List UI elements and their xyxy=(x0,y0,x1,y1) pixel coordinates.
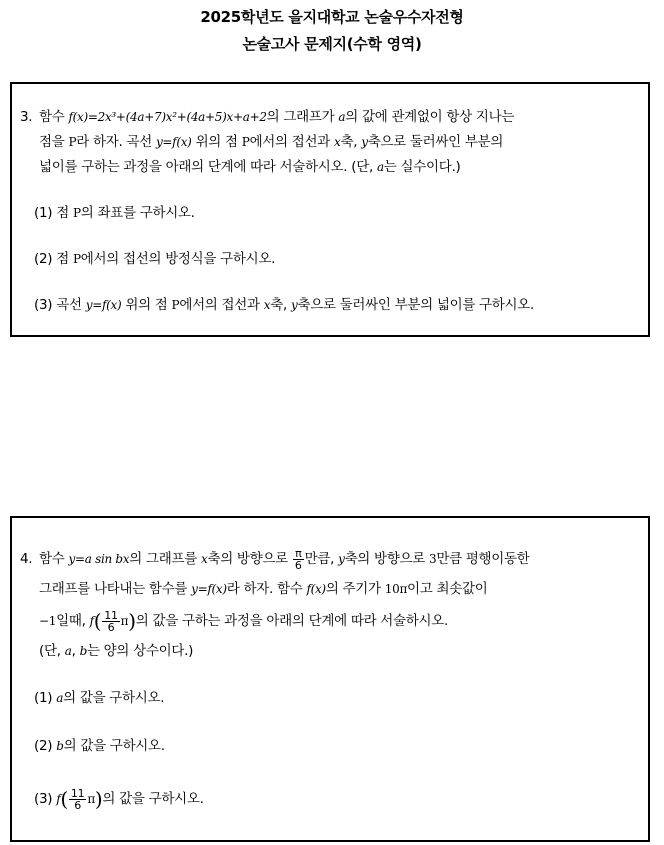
question-3-box xyxy=(10,82,650,337)
exam-header xyxy=(0,4,664,58)
question-3-stem: 3. 함수 f(x)=2x³+(4a+7)x²+(4a+5)x+a+2의 그래프가 a의 값에 관계없이 항상 지나는 점을 P라 하자. 곡선 y=f(x) 위의 점 P에서의 접선과 x축, y축으로 둘러싸인 부분의 넓이를 구하는 과정을 아래의 단계에 따라 서술하시오. (단, a는 실수이다.) xyxy=(20,105,644,180)
question-4-sub-1: (1) a의 값을 구하시오. xyxy=(34,690,165,706)
fraction-pi-over-6: $\frac{\pi}{6}$ xyxy=(294,546,302,572)
question-3-sub-3: (3) 곡선 y=f(x) 위의 점 P에서의 접선과 x축, y축으로 둘러싸인 부분의 넓이를 구하시오. xyxy=(34,297,535,313)
question-3-number: 3. xyxy=(20,109,33,125)
exam-title: 2025학년도 을지대학교 논술우수자전형 xyxy=(200,8,464,26)
question-3-sub-1: (1) 점 P의 좌표를 구하시오. xyxy=(34,205,195,221)
question-4-sub-3: (3) f( $\frac{11}{6}$ π)의 값을 구하시오. xyxy=(34,786,204,812)
question-4-number: 4. xyxy=(20,551,33,567)
fraction-11-over-6: $\frac{11}{6}$ xyxy=(70,786,85,812)
exam-subtitle: 논술고사 문제지(수학 영역) xyxy=(242,35,422,53)
question-3-sub-2: (2) 점 P에서의 접선의 방정식을 구하시오. xyxy=(34,251,276,267)
function-expression: y=a sin bx xyxy=(68,552,130,566)
function-expression: f(x)=2x³+(4a+7)x²+(4a+5)x+a+2 xyxy=(68,110,267,124)
question-4-stem: 4. 함수 y=a sin bx의 그래프를 x축의 방향으로 $\frac{\pi}{6}$ 만큼, y축의 방향으로 3만큼 평행이동한 그래프를 나타내는 함수를 y=f(x)라 하자. 함수 f(x)의 주기가 10π이고 최솟값이 −1일때, f( $\frac{11}{6}$ π)의 값을 구하는 과정을 아래의 단계에 따라 서술하시오. (단, a, b는 양의 상수이다.) xyxy=(20,544,644,664)
question-4-sub-2: (2) b의 값을 구하시오. xyxy=(34,738,165,754)
question-4-box xyxy=(10,516,650,842)
fraction-11-over-6: $\frac{11}{6}$ xyxy=(104,608,118,634)
